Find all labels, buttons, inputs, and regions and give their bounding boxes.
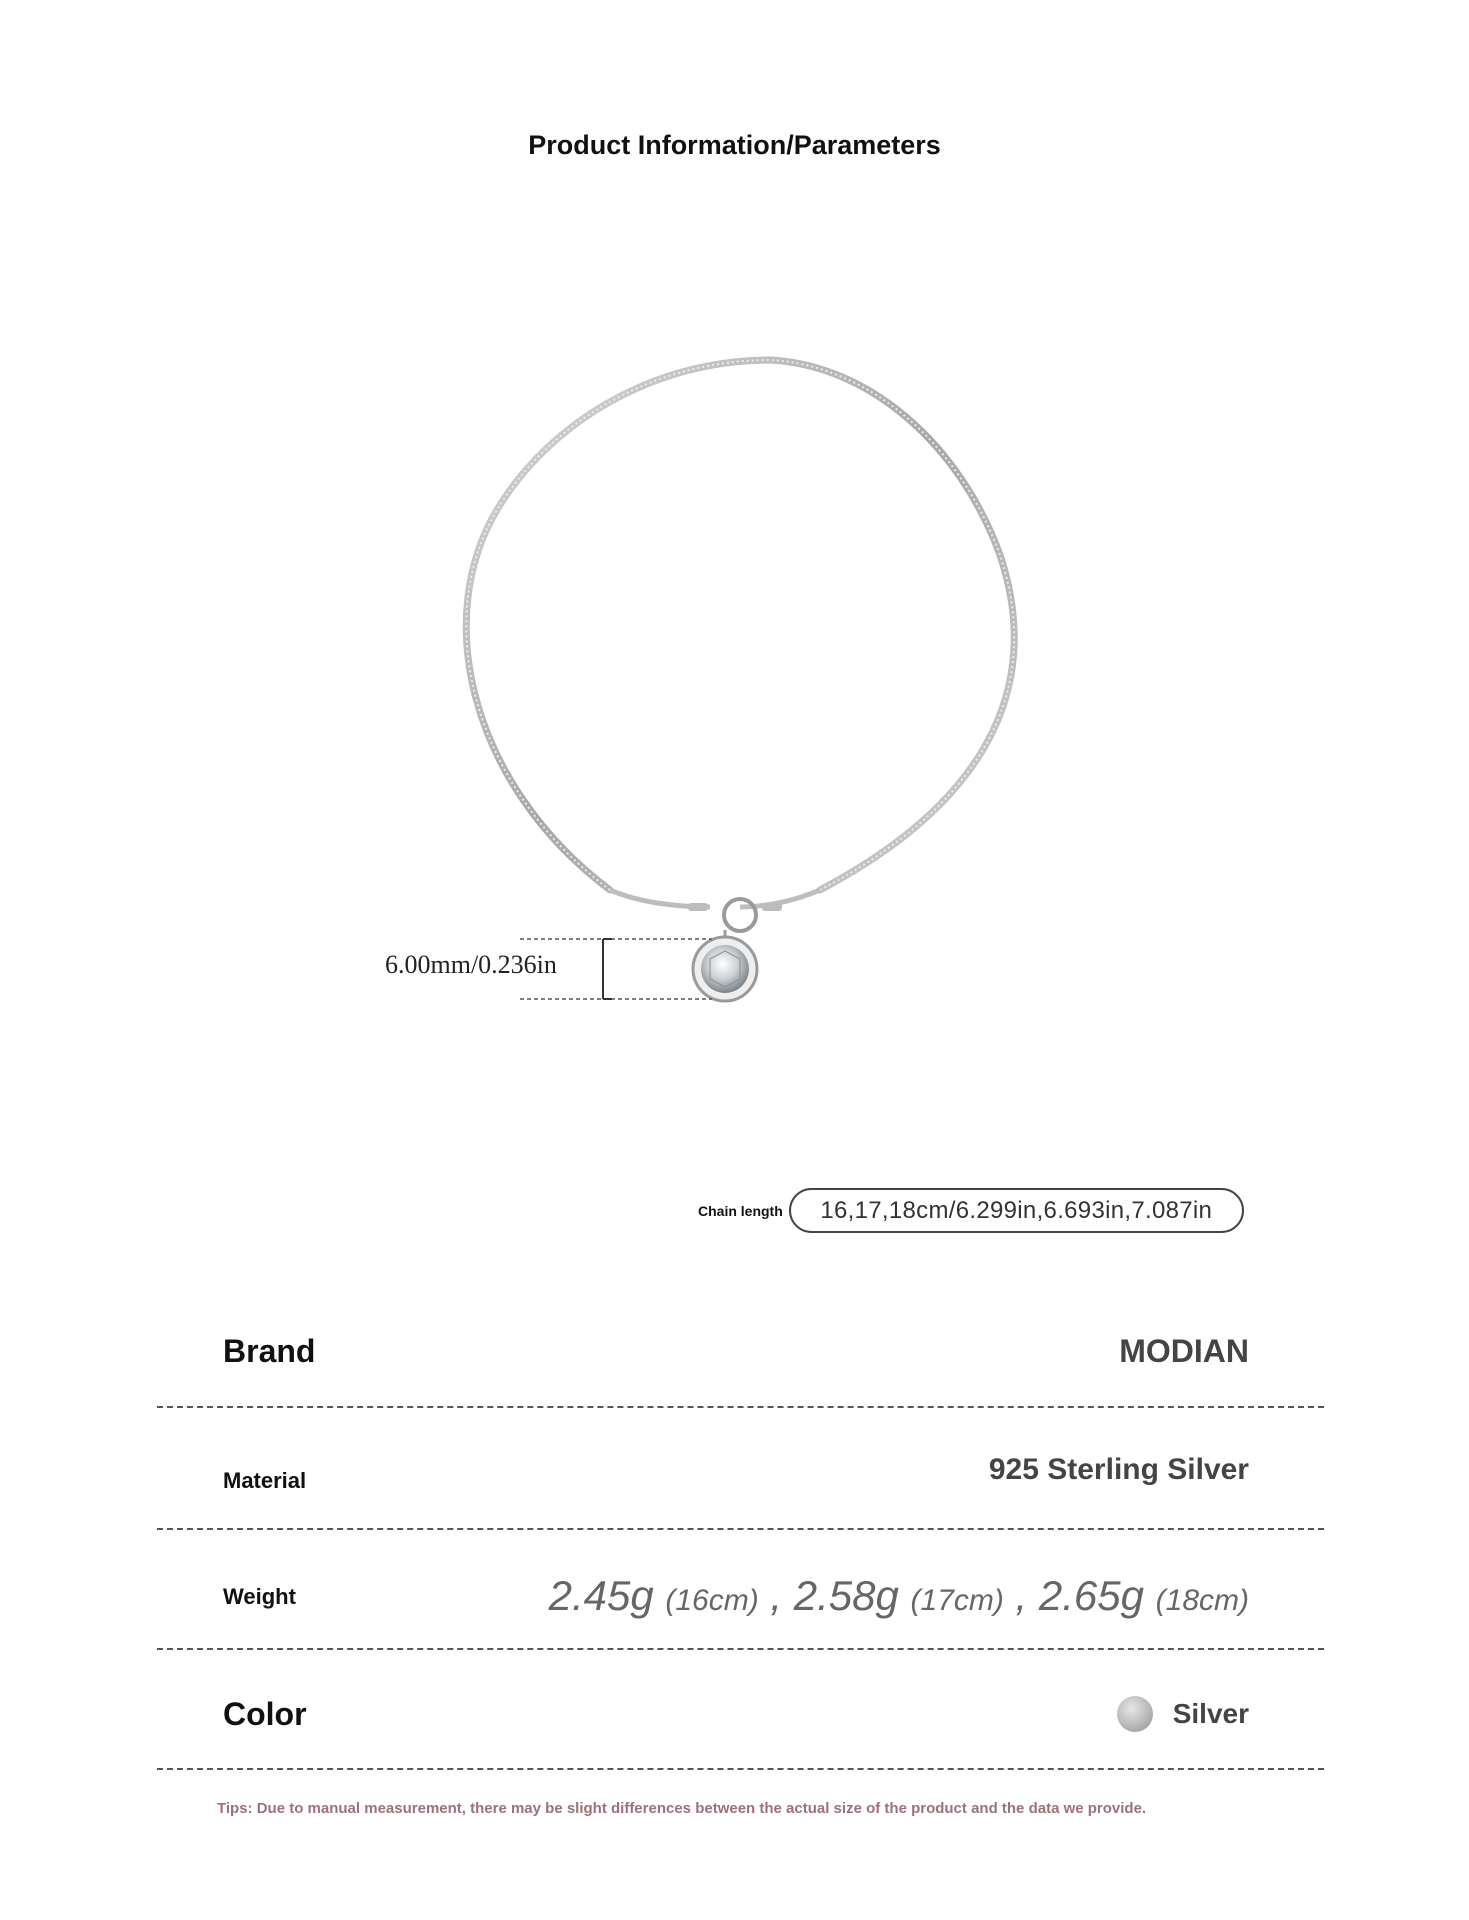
brand-value: MODIAN bbox=[1119, 1333, 1249, 1369]
pendant-dimension-label: 6.00mm/0.236in bbox=[385, 950, 557, 979]
weight-16cm: 2.45g bbox=[548, 1572, 654, 1619]
divider bbox=[157, 1768, 1324, 1770]
weight-label: Weight bbox=[223, 1584, 296, 1609]
color-label: Color bbox=[223, 1696, 307, 1732]
weight-separator: , bbox=[770, 1572, 783, 1619]
bracelet-image bbox=[440, 355, 1040, 1015]
page-title: Product Information/Parameters bbox=[528, 130, 941, 160]
weight-18cm-length: (18cm) bbox=[1155, 1584, 1249, 1617]
weight-18cm: 2.65g bbox=[1038, 1572, 1144, 1619]
weight-separator: , bbox=[1015, 1572, 1028, 1619]
tips-note: Tips: Due to manual measurement, there may be slight differences between the actual size of the product and the data we provide. bbox=[217, 1800, 1147, 1817]
chain-length bbox=[698, 1188, 1244, 1233]
brand-label: Brand bbox=[223, 1333, 316, 1369]
color-value-text: Silver bbox=[1172, 1698, 1249, 1729]
color-row bbox=[157, 1690, 1324, 1750]
color-value bbox=[1117, 1696, 1249, 1732]
divider bbox=[157, 1528, 1324, 1530]
weight-value bbox=[549, 1572, 1249, 1620]
silver-swatch-icon bbox=[1117, 1696, 1153, 1732]
brand-row bbox=[157, 1328, 1324, 1388]
divider bbox=[157, 1648, 1324, 1650]
chain-length-label: Chain length bbox=[698, 1202, 783, 1219]
weight-16cm-length: (16cm) bbox=[665, 1584, 759, 1617]
material-row bbox=[157, 1450, 1324, 1510]
weight-17cm-length: (17cm) bbox=[910, 1584, 1004, 1617]
divider bbox=[157, 1406, 1324, 1408]
weight-row bbox=[157, 1570, 1324, 1630]
material-value: 925 Sterling Silver bbox=[988, 1453, 1249, 1486]
weight-17cm: 2.58g bbox=[793, 1572, 899, 1619]
material-label: Material bbox=[223, 1468, 307, 1493]
chain-length-value: 16,17,18cm/6.299in,6.693in,7.087in bbox=[789, 1188, 1244, 1233]
